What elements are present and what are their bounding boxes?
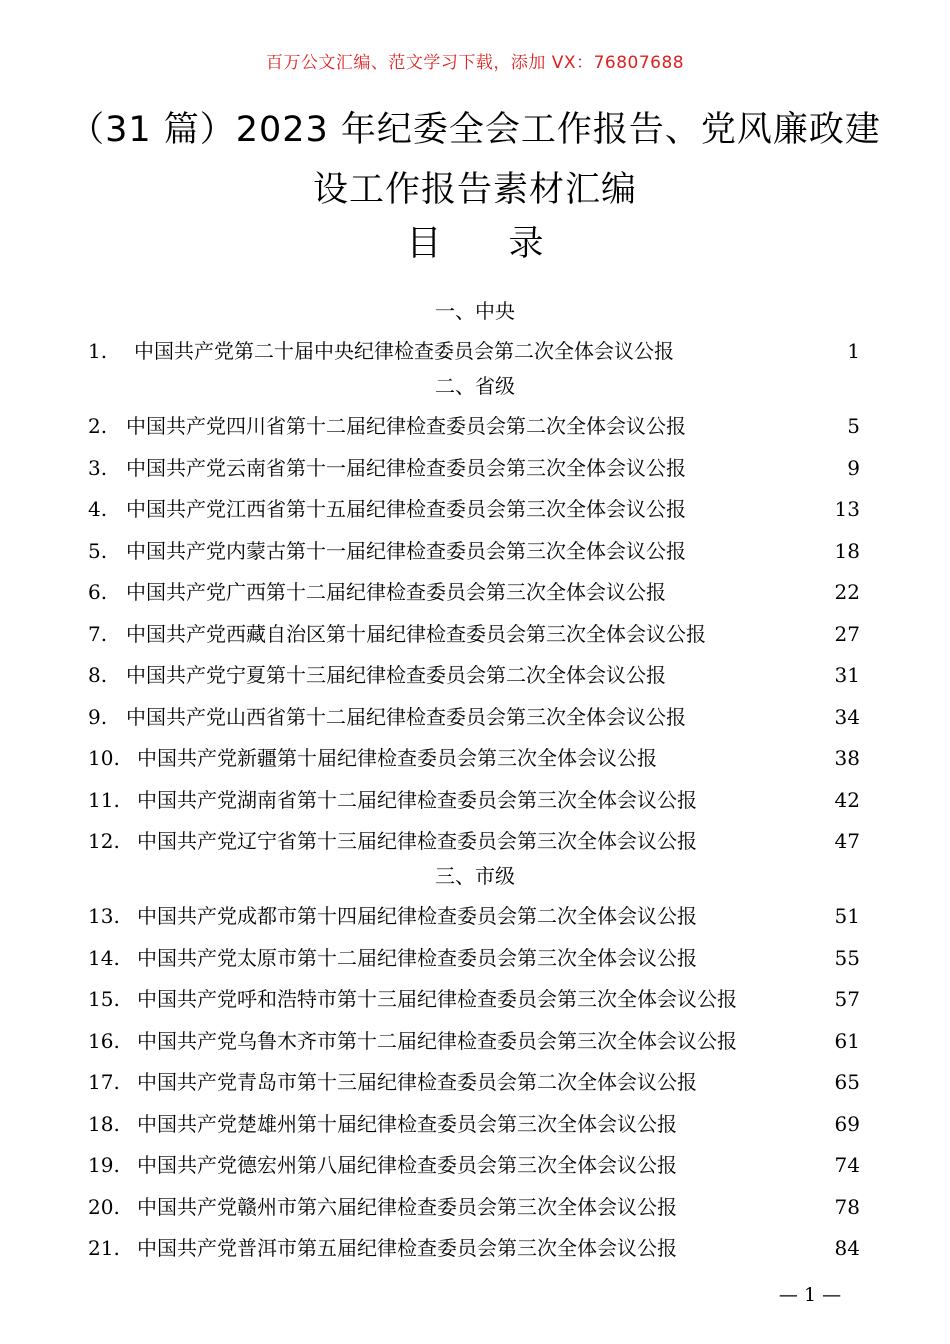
entry-number: 19. <box>88 1153 120 1177</box>
entry-page: 69 <box>834 1112 860 1136</box>
entry-title: 中国共产党云南省第十一届纪律检查委员会第三次全体会议公报 <box>126 456 686 480</box>
toc-entry[interactable] <box>88 1190 870 1224</box>
entry-title: 中国共产党德宏州第八届纪律检查委员会第三次全体会议公报 <box>137 1153 677 1177</box>
toc-entry[interactable] <box>88 1148 870 1182</box>
entry-number: 6. <box>88 580 108 604</box>
entry-number: 15. <box>88 987 120 1011</box>
entry-number: 18. <box>88 1112 120 1136</box>
entry-title: 中国共产党呼和浩特市第十三届纪律检查委员会第三次全体会议公报 <box>137 987 737 1011</box>
entry-number: 7. <box>88 622 108 646</box>
toc-entry[interactable] <box>88 658 870 692</box>
toc-entry[interactable] <box>88 982 870 1016</box>
toc-entry[interactable] <box>88 824 870 858</box>
toc-entry[interactable] <box>88 1065 870 1099</box>
entry-title: 中国共产党宁夏第十三届纪律检查委员会第二次全体会议公报 <box>126 663 666 687</box>
toc-entry[interactable] <box>88 1231 870 1265</box>
entry-number: 9. <box>88 705 108 729</box>
entry-page: 22 <box>834 580 860 604</box>
toc-entry[interactable] <box>88 409 870 443</box>
entry-page: 55 <box>834 946 860 970</box>
toc-entry[interactable] <box>88 451 870 485</box>
entry-title: 中国共产党江西省第十五届纪律检查委员会第三次全体会议公报 <box>126 497 686 521</box>
page-number-footer: — 1 — <box>778 1284 842 1306</box>
entry-number: 3. <box>88 456 108 480</box>
entry-page: 31 <box>834 663 860 687</box>
toc-entry[interactable] <box>88 534 870 568</box>
entry-number: 5. <box>88 539 108 563</box>
entry-page: 18 <box>834 539 860 563</box>
entry-title: 中国共产党太原市第十二届纪律检查委员会第三次全体会议公报 <box>137 946 697 970</box>
toc-entry[interactable] <box>88 1107 870 1141</box>
toc-entry[interactable] <box>88 941 870 975</box>
entry-page: 13 <box>834 497 860 521</box>
toc-entry[interactable] <box>88 700 870 734</box>
entry-title: 中国共产党青岛市第十三届纪律检查委员会第二次全体会议公报 <box>137 1070 697 1094</box>
entry-page: 9 <box>847 456 860 480</box>
entry-page: 78 <box>834 1195 860 1219</box>
entry-page: 34 <box>834 705 860 729</box>
entry-page: 57 <box>834 987 860 1011</box>
banner-text: 百万公文汇编、范文学习下载，添加 VX：76807688 <box>265 53 685 73</box>
entry-number: 12. <box>88 829 120 853</box>
entry-number: 13. <box>88 904 120 928</box>
entry-number: 17. <box>88 1070 120 1094</box>
section-heading-provincial: 二、省级 <box>435 374 515 398</box>
entry-title: 中国共产党乌鲁木齐市第十二届纪律检查委员会第三次全体会议公报 <box>137 1029 737 1053</box>
entry-page: 27 <box>834 622 860 646</box>
entry-title: 中国共产党第二十届中央纪律检查委员会第二次全体会议公报 <box>134 339 674 363</box>
toc-entry[interactable] <box>88 1024 870 1058</box>
entry-number: 16. <box>88 1029 120 1053</box>
entry-title: 中国共产党楚雄州第十届纪律检查委员会第三次全体会议公报 <box>137 1112 677 1136</box>
entry-number: 14. <box>88 946 120 970</box>
title-line-1: （31 篇）2023 年纪委全会工作报告、党风廉政建 <box>69 110 881 150</box>
entry-title: 中国共产党赣州市第六届纪律检查委员会第三次全体会议公报 <box>137 1195 677 1219</box>
entry-page: 5 <box>847 414 860 438</box>
toc-entry[interactable] <box>88 575 870 609</box>
entry-title: 中国共产党西藏自治区第十届纪律检查委员会第三次全体会议公报 <box>126 622 706 646</box>
entry-title: 中国共产党山西省第十二届纪律检查委员会第三次全体会议公报 <box>126 705 686 729</box>
entry-page: 61 <box>834 1029 860 1053</box>
entry-number: 4. <box>88 497 108 521</box>
section-heading-central: 一、中央 <box>435 299 515 323</box>
document-title <box>60 100 890 220</box>
toc-entry[interactable] <box>88 899 870 933</box>
entry-page: 1 <box>847 339 860 363</box>
entry-page: 38 <box>834 746 860 770</box>
entry-number: 10. <box>88 746 120 770</box>
entry-number: 21. <box>88 1236 120 1260</box>
entry-title: 中国共产党湖南省第十二届纪律检查委员会第三次全体会议公报 <box>137 788 697 812</box>
entry-title: 中国共产党新疆第十届纪律检查委员会第三次全体会议公报 <box>137 746 657 770</box>
toc-entry[interactable] <box>88 334 870 368</box>
entry-number: 8. <box>88 663 108 687</box>
entry-title: 中国共产党辽宁省第十三届纪律检查委员会第三次全体会议公报 <box>137 829 697 853</box>
entry-page: 84 <box>834 1236 860 1260</box>
entry-page: 42 <box>834 788 860 812</box>
entry-page: 74 <box>834 1153 860 1177</box>
section-heading-municipal: 三、市级 <box>435 864 515 888</box>
entry-title: 中国共产党广西第十二届纪律检查委员会第三次全体会议公报 <box>126 580 666 604</box>
entry-title: 中国共产党成都市第十四届纪律检查委员会第二次全体会议公报 <box>137 904 697 928</box>
toc-entry[interactable] <box>88 741 870 775</box>
entry-title: 中国共产党内蒙古第十一届纪律检查委员会第三次全体会议公报 <box>126 539 686 563</box>
entry-page: 51 <box>834 904 860 928</box>
entry-title: 中国共产党普洱市第五届纪律检查委员会第三次全体会议公报 <box>137 1236 677 1260</box>
toc-heading: 目 录 <box>406 224 572 264</box>
entry-number: 1. <box>88 339 108 363</box>
entry-number: 11. <box>88 788 120 812</box>
entry-page: 65 <box>834 1070 860 1094</box>
toc-entry[interactable] <box>88 783 870 817</box>
entry-number: 2. <box>88 414 108 438</box>
entry-page: 47 <box>834 829 860 853</box>
entry-title: 中国共产党四川省第十二届纪律检查委员会第二次全体会议公报 <box>126 414 686 438</box>
title-line-2: 设工作报告素材汇编 <box>312 170 637 210</box>
toc-entry[interactable] <box>88 492 870 526</box>
entry-number: 20. <box>88 1195 120 1219</box>
toc-entry[interactable] <box>88 617 870 651</box>
